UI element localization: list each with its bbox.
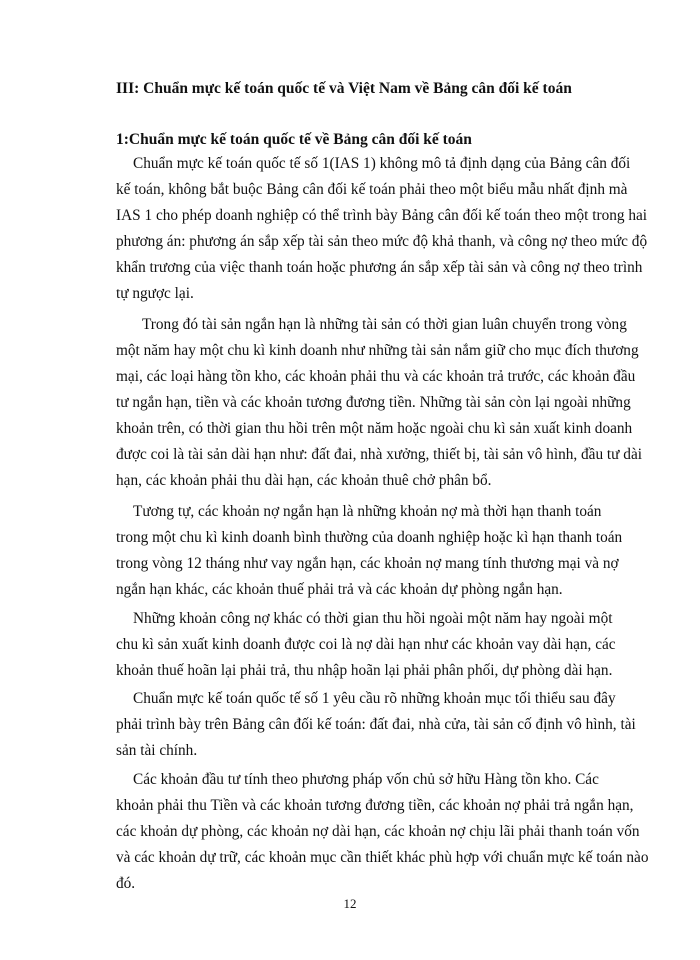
text-line: mại, các loại hàng tồn kho, các khoản phải thu và các khoản trả trước, các khoản đầu — [116, 368, 636, 385]
section-heading: III: Chuẩn mực kế toán quốc tế và Việt Nam về Bảng cân đối kế toán — [116, 80, 572, 97]
text-line: trong vòng 12 tháng như vay ngắn hạn, các khoản nợ mang tính thương mại và nợ — [116, 555, 619, 572]
subsection-heading: 1:Chuẩn mực kế toán quốc tế về Bảng cân đối kế toán — [116, 131, 472, 148]
text-line: hạn, các khoản phải thu dài hạn, các khoản thuê chở phân bổ. — [116, 472, 492, 489]
text-line: kế toán, không bắt buộc Bảng cân đối kế toán phải theo một biểu mẫu nhất định mà — [116, 181, 628, 198]
text-line: trong một chu kì kinh doanh bình thường của doanh nghiệp hoặc kì hạn thanh toán — [116, 529, 623, 546]
text-line: một năm hay một chu kì kinh doanh như những tài sản nắm giữ cho mục đích thương — [116, 342, 639, 359]
text-line: ngắn hạn khác, các khoản thuế phải trả và các khoản dự phòng ngắn hạn. — [116, 581, 563, 598]
text-line: Những khoản công nợ khác có thời gian thu hồi ngoài một năm hay ngoài một — [133, 610, 613, 627]
text-line: các khoản dự phòng, các khoản nợ dài hạn, các khoản nợ chịu lãi phải thanh toán vốn — [116, 823, 640, 840]
text-line: Chuẩn mực kế toán quốc tế số 1 yêu cầu rõ những khoản mục tối thiểu sau đây — [133, 690, 616, 707]
text-line: khoản phải thu Tiền và các khoản tương đương tiền, các khoản nợ phải trả ngắn hạn, — [116, 797, 634, 814]
text-line: và các khoản dự trữ, các khoản mục cần thiết khác phù hợp với chuẩn mực kế toán nào — [116, 849, 649, 866]
text-line: phải trình bày trên Bảng cân đối kế toán: đất đai, nhà cửa, tài sản cố định vô hình, tài — [116, 716, 636, 733]
text-line: khoản thuế hoãn lại phải trả, thu nhập hoãn lại phải phân phối, dự phòng dài hạn. — [116, 662, 613, 679]
text-line: tư ngắn hạn, tiền và các khoản tương đương tiền. Những tài sản còn lại ngoài những — [116, 394, 631, 411]
text-line: IAS 1 cho phép doanh nghiệp có thể trình bày Bảng cân đối kế toán theo một trong hai — [116, 207, 648, 224]
text-line: Trong đó tài sản ngắn hạn là những tài sản có thời gian luân chuyển trong vòng — [142, 316, 627, 333]
text-line: khoản trên, có thời gian thu hồi trên một năm hoặc ngoài chu kì sản xuất kinh doanh — [116, 420, 633, 437]
text-line: chu kì sản xuất kinh doanh được coi là nợ dài hạn như các khoản vay dài hạn, các — [116, 636, 616, 653]
text-line: Các khoản đầu tư tính theo phương pháp vốn chủ sở hữu Hàng tồn kho. Các — [133, 771, 599, 788]
text-line: tự ngược lại. — [116, 285, 194, 302]
text-line: Chuẩn mực kế toán quốc tế số 1(IAS 1) không mô tả định dạng của Bảng cân đối — [133, 155, 631, 172]
text-line: Tương tự, các khoản nợ ngắn hạn là những khoản nợ mà thời hạn thanh toán — [133, 503, 602, 520]
text-line: phương án: phương án sắp xếp tài sản theo mức độ khả thanh, và công nợ theo mức độ — [116, 233, 648, 250]
text-line: sản tài chính. — [116, 742, 198, 759]
text-line: được coi là tài sản dài hạn như: đất đai, nhà xưởng, thiết bị, tài sản vô hình, đầu tư dài — [116, 446, 642, 463]
page-number: 12 — [343, 896, 357, 911]
text-line: khẩn trương của việc thanh toán hoặc phương án sắp xếp tài sản và công nợ theo trình — [116, 259, 643, 276]
text-line: đó. — [116, 875, 136, 892]
